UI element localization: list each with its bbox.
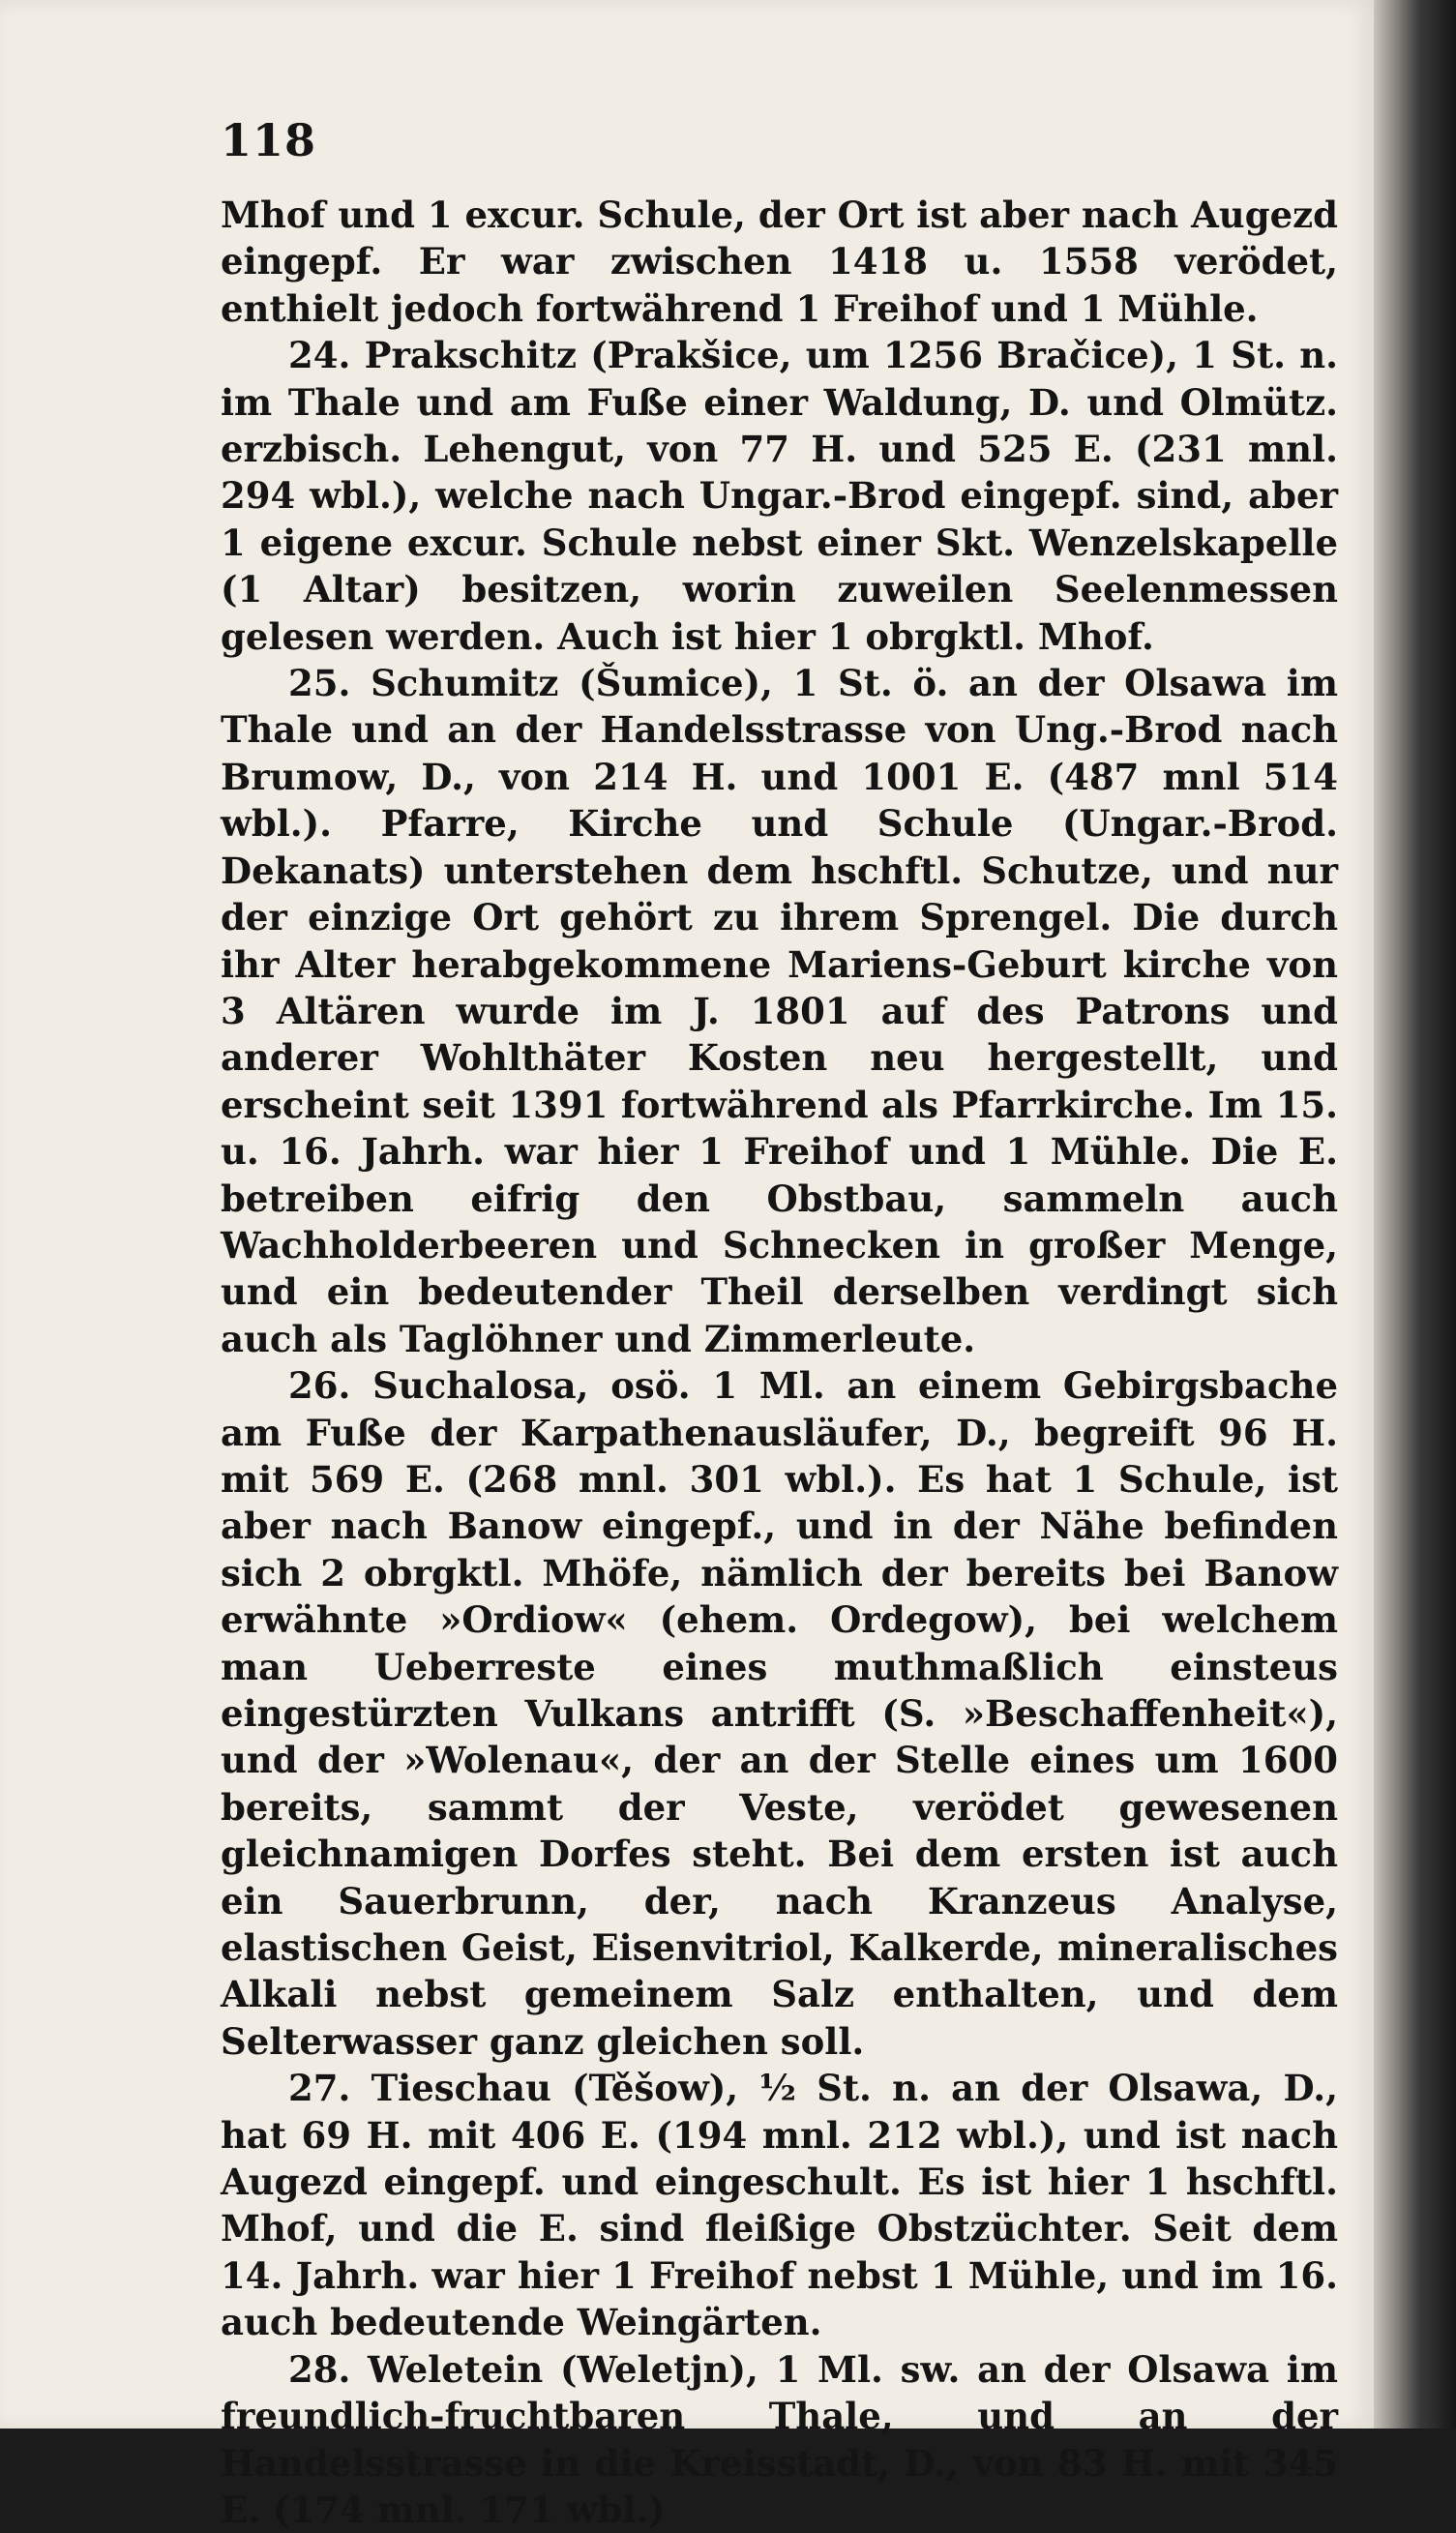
paragraph-entry-28: 28. Weletein (Weletjn), 1 Ml. sw. an der Olsawa im freundlich-fruchtbaren Thale, und an der Handelsstrasse in die Kreisstadt, D., von 83 H. mit 345 E. (174 mnl. 171 wbl.) <box>221 2347 1338 2531</box>
page-body <box>221 192 1338 2533</box>
paragraph-entry-27: 27. Tieschau (Těšow), ½ St. n. an der Olsawa, D., hat 69 H. mit 406 E. (194 mnl. 212 wbl.), und ist nach Augezd eingepf. und eingeschult. Es ist hier 1 hschftl. Mhof, und die E. sind fleißige Obstzüchter. Seit dem 14. Jahrh. war hier 1 Freihof nebst 1 Mühle, und im 16. auch bedeutende Weingärten. <box>221 2067 1338 2344</box>
page-edge-shadow <box>1374 0 1456 2429</box>
paragraph-intro: Mhof und 1 excur. Schule, der Ort ist aber nach Augezd eingepf. Er war zwischen 1418 u. 1558 verödet, enthielt jedoch fortwährend 1 Freihof und 1 Mühle. <box>221 194 1339 330</box>
paragraph-entry-26: 26. Suchalosa, osö. 1 Ml. an einem Gebirgsbache am Fuße der Karpathenausläufer, D., begreift 96 H. mit 569 E. (268 mnl. 301 wbl.). Es hat 1 Schule, ist aber nach Banow eingepf., und in der Nähe befinden sich 2 obrgktl. Mhöfe, nämlich der bereits bei Banow erwähnte »Ordiow« (ehem. Ordegow), bei welchem man Ueberreste eines muthmaßlich einsteus eingestürzten Vulkans antrifft (S. »Beschaffenheit«), und der »Wolenau«, der an der Stelle eines um 1600 bereits, sammt der Veste, verödet gewesenen gleichnamigen Dorfes steht. Bei dem ersten ist auch ein Sauerbrunn, der, nach Kranzeus Analyse, elastischen Geist, Eisenvitriol, Kalkerde, mineralisches Alkali nebst gemeinem Salz enthalten, und dem Selterwasser ganz gleichen soll. <box>221 1364 1338 2063</box>
paragraph-entry-24: 24. Prakschitz (Prakšice, um 1256 Bračice), 1 St. n. im Thale und am Fuße einer Waldung, D. und Olmütz. erzbisch. Lehengut, von 77 H. und 525 E. (231 mnl. 294 wbl.), welche nach Ungar.-Brod eingepf. sind, aber 1 eigene excur. Schule nebst einer Skt. Wenzelskapelle (1 Altar) besitzen, worin zuweilen Seelenmessen gelesen werden. Auch ist hier 1 obrgktl. Mhof. <box>221 334 1338 658</box>
paragraph-entry-25: 25. Schumitz (Šumice), 1 St. ö. an der Olsawa im Thale und an der Handelsstrasse von Ung.-Brod nach Brumow, D., von 214 H. und 1001 E. (487 mnl 514 wbl.). Pfarre, Kirche und Schule (Ungar.-Brod. Dekanats) unterstehen dem hschftl. Schutze, und nur der einzige Ort gehört zu ihrem Sprengel. Die durch ihr Alter herabgekommene Mariens-Geburt kirche von 3 Altären wurde im J. 1801 auf des Patrons und anderer Wohlthäter Kosten neu hergestellt, und erscheint seit 1391 fortwährend als Pfarrkirche. Im 15. u. 16. Jahrh. war hier 1 Freihof und 1 Mühle. Die E. betreiben eifrig den Obstbau, sammeln auch Wachholderbeeren und Schnecken in großer Menge, und ein bedeutender Theil derselben verdingt sich auch als Taglöhner und Zimmerleute. <box>221 662 1338 1360</box>
page-number: 118 <box>221 114 317 166</box>
